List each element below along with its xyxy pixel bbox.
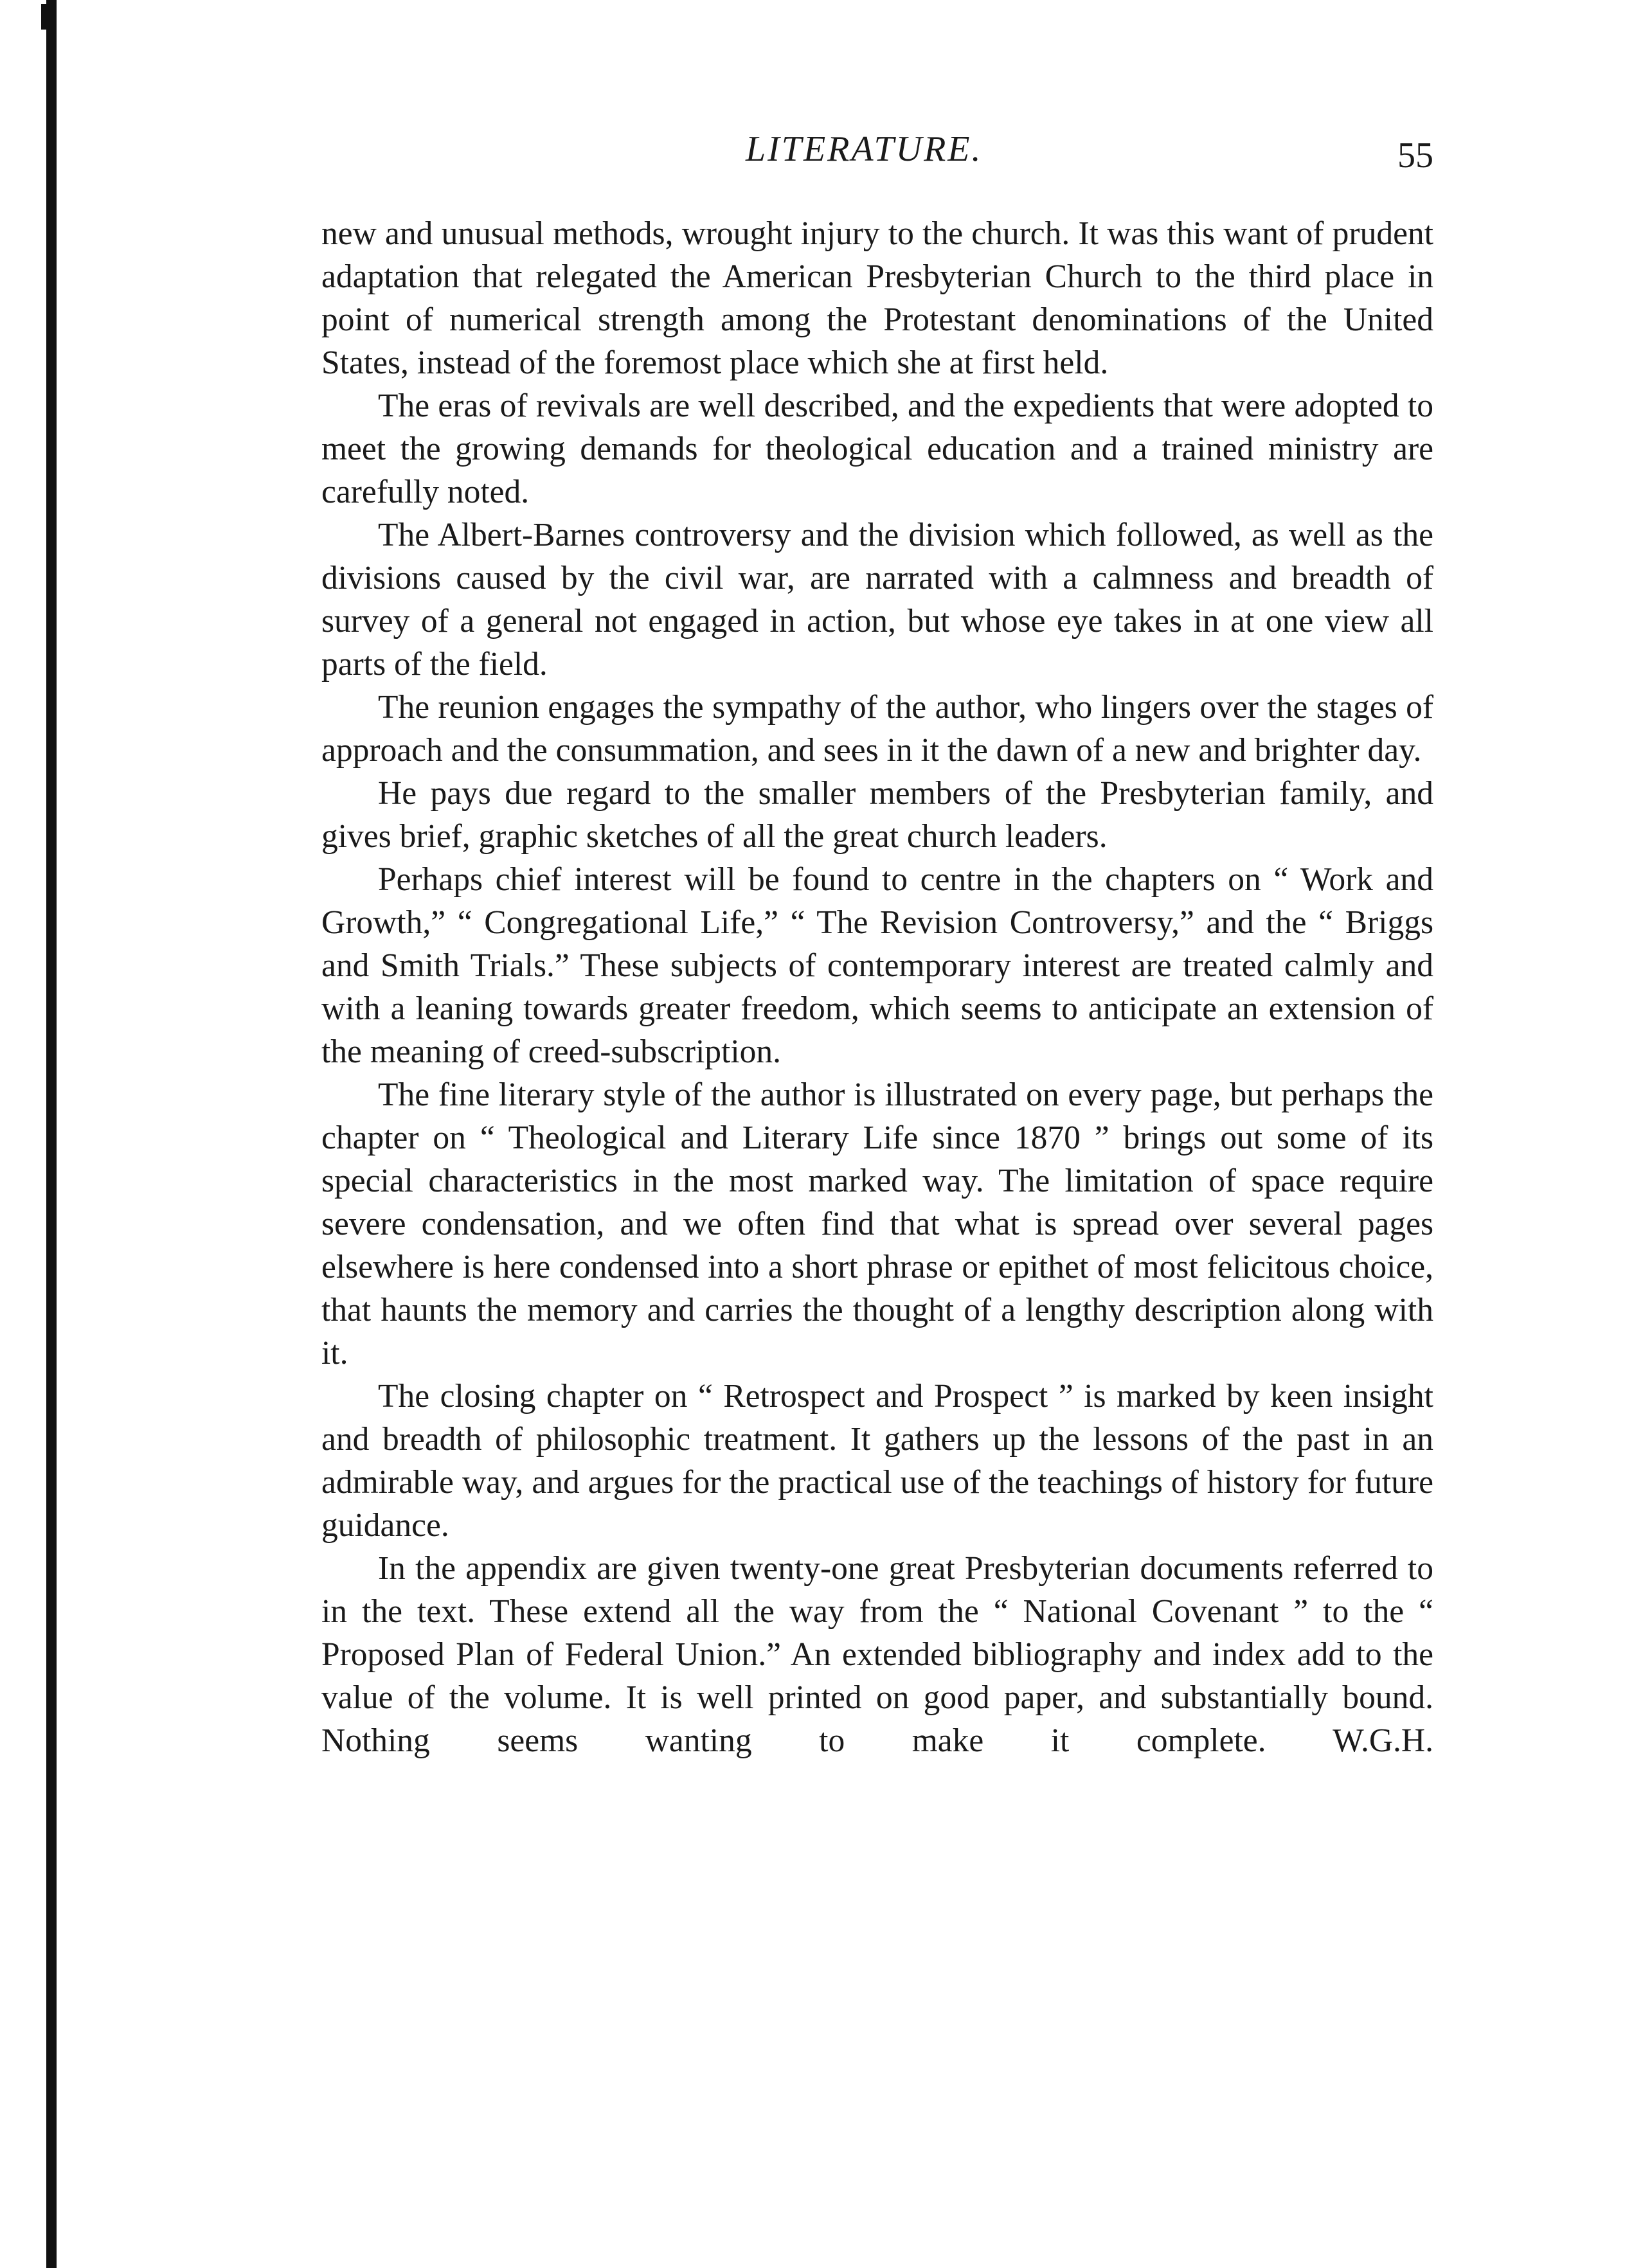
paragraph-9 bbox=[321, 1547, 1433, 1762]
paragraph-9-text: In the appendix are given twenty-one great Presbyterian documents referred to in the text. These extend all the way from the “ National Covenant ” to the “ Proposed Plan of Federal Union.” An extended bibliography and index add to the value of the volume. It is well printed on good paper, and substantially bound. Nothing seems wanting to make it complete. bbox=[321, 1550, 1433, 1759]
running-head: LITERATURE. bbox=[746, 129, 983, 169]
page-number: 55 bbox=[1397, 136, 1433, 175]
paragraph-2: The eras of revivals are well described, and the expedients that were adopted to meet the growing demands for theological education and a trained ministry are carefully noted. bbox=[321, 388, 1433, 510]
book-spine-edge bbox=[46, 0, 57, 2268]
article-body bbox=[321, 212, 1433, 1762]
paragraph-6: Perhaps chief interest will be found to centre in the chapters on “ Work and Growth,” “ Congregational Life,” “ The Revision Controversy,” and the “ Briggs and Smith Trials.” These subjects of contemporary interest are treated calmly and with a leaning towards greater freedom, which seems to anticipate an extension of the meaning of creed-subscription. bbox=[321, 861, 1433, 1070]
page-header bbox=[321, 129, 1433, 186]
paragraph-8: The closing chapter on “ Retrospect and Prospect ” is marked by keen insight and breadth of philosophic treatment. It gathers up the lessons of the past in an admirable way, and argues for the practical use of the teachings of history for future guidance. bbox=[321, 1378, 1433, 1544]
paragraph-7: The fine literary style of the author is illustrated on every page, but perhaps the chapter on “ Theological and Literary Life since 1870 ” brings out some of its special characteristics in the most marked way. The limitation of space require severe condensation, and we often find that what is spread over several pages elsewhere is here condensed into a short phrase or epithet of most felicitous choice, that haunts the memory and carries the thought of a lengthy description along with it. bbox=[321, 1076, 1433, 1371]
paragraph-4: The reunion engages the sympathy of the author, who lingers over the stages of approach and the consummation, and sees in it the dawn of a new and brighter day. bbox=[321, 689, 1433, 769]
paragraph-1: new and unusual methods, wrought injury to the church. It was this want of prudent adaptation that relegated the American Presbyterian Church to the third place in point of numerical strength among the Protestant denominations of the United States, instead of the foremost place which she at first held. bbox=[321, 215, 1433, 381]
book-spine-mark bbox=[41, 4, 54, 30]
paragraph-5: He pays due regard to the smaller members of the Presbyterian family, and gives brief, graphic sketches of all the great church leaders. bbox=[321, 775, 1433, 855]
paragraph-3: The Albert-Barnes controversy and the division which followed, as well as the divisions caused by the civil war, are narrated with a calmness and breadth of survey of a general not engaged in action, but whose eye takes in at one view all parts of the field. bbox=[321, 517, 1433, 683]
author-signature: W.G.H. bbox=[1333, 1722, 1433, 1759]
